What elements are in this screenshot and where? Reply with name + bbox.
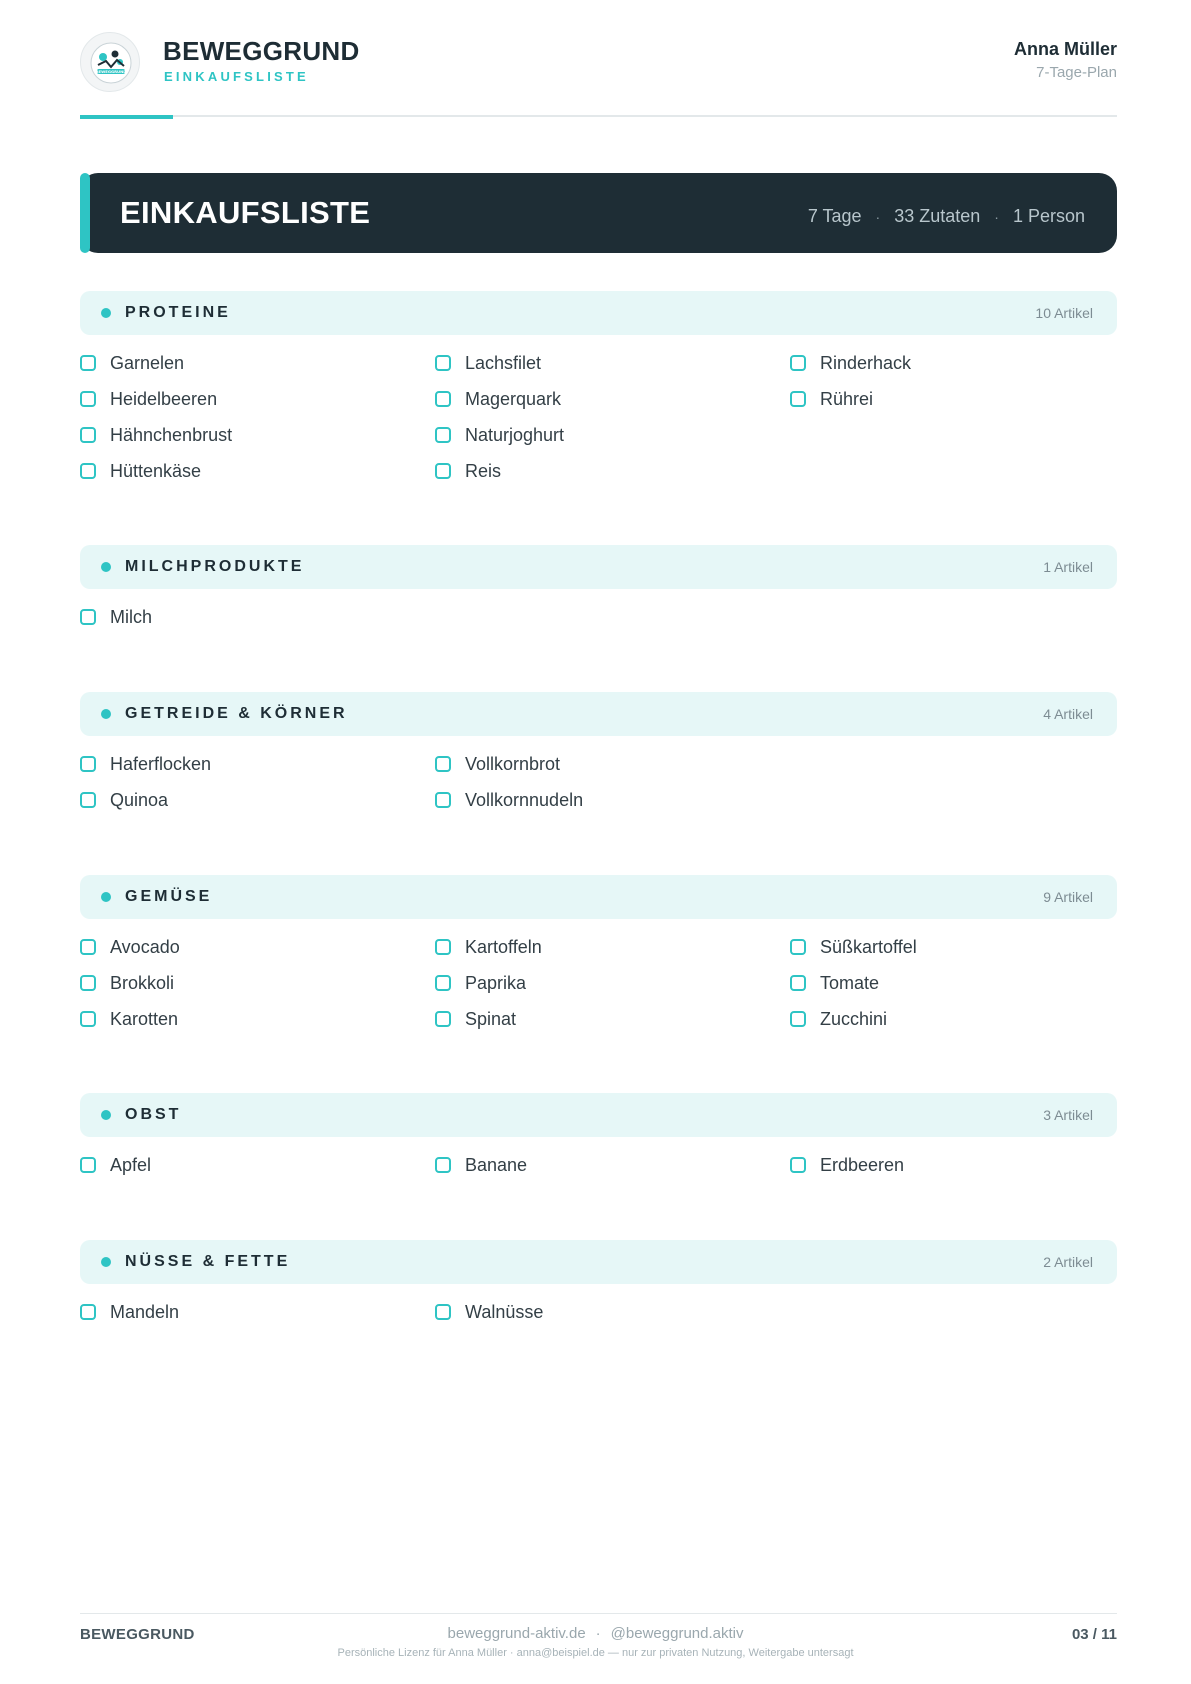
item-label: Brokkoli [110, 972, 175, 993]
list-item [80, 929, 435, 965]
category-name: PROTEINE [125, 304, 231, 321]
item-checkbox[interactable] [435, 427, 451, 443]
category-name: NÜSSE & FETTE [125, 1253, 291, 1270]
category-name: GETREIDE & KÖRNER [125, 705, 348, 722]
item-list [80, 746, 1117, 818]
list-item [80, 417, 435, 453]
list-item [435, 453, 790, 489]
list-item [790, 1147, 1145, 1183]
logo-text: BEWEGGRUND [95, 69, 127, 74]
item-label: Hähnchenbrust [110, 424, 233, 445]
category-header [80, 1093, 1117, 1137]
list-item [790, 965, 1145, 1001]
item-checkbox[interactable] [80, 463, 96, 479]
list-item [790, 381, 1145, 417]
item-checkbox[interactable] [790, 355, 806, 371]
item-list [80, 1294, 1117, 1330]
category-dot-icon [101, 892, 111, 902]
item-checkbox[interactable] [790, 939, 806, 955]
item-list [80, 1147, 1117, 1183]
item-checkbox[interactable] [435, 355, 451, 371]
category-header [80, 291, 1117, 335]
item-label: Lachsfilet [465, 352, 542, 373]
item-checkbox[interactable] [80, 792, 96, 808]
list-item [80, 345, 435, 381]
page-header [80, 30, 1117, 120]
logo-emblem-icon [89, 41, 133, 85]
category-dot-icon [101, 1257, 111, 1267]
item-label: Erdbeeren [820, 1154, 905, 1175]
category-header [80, 692, 1117, 736]
item-label: Paprika [465, 972, 527, 993]
list-item [80, 746, 435, 782]
list-item [435, 1147, 790, 1183]
category-section [80, 1240, 1117, 1330]
item-label: Quinoa [110, 789, 169, 810]
list-item [80, 453, 435, 489]
item-label: Apfel [110, 1154, 152, 1175]
list-item [80, 599, 435, 635]
meta-days: 7 Tage [807, 206, 862, 226]
list-item [435, 381, 790, 417]
list-item [80, 965, 435, 1001]
footer-divider [80, 1613, 1117, 1614]
item-label: Süßkartoffel [820, 936, 917, 957]
item-checkbox[interactable] [435, 1011, 451, 1027]
item-label: Heidelbeeren [110, 388, 218, 409]
item-checkbox[interactable] [80, 939, 96, 955]
social-link[interactable]: @beweggrund.aktiv [610, 1625, 744, 1642]
category-section [80, 291, 1117, 489]
brand-logo [80, 32, 140, 92]
item-label: Banane [465, 1154, 528, 1175]
category-count: 10 Artikel [1035, 305, 1093, 321]
list-item [435, 1001, 790, 1037]
meta-persons: 1 Person [1012, 206, 1085, 226]
footer-separator: · [595, 1625, 601, 1642]
category-count: 3 Artikel [1043, 1107, 1093, 1123]
item-checkbox[interactable] [80, 609, 96, 625]
item-label: Zucchini [820, 1008, 888, 1029]
category-header [80, 1240, 1117, 1284]
item-label: Magerquark [465, 388, 562, 409]
footer-links [0, 1625, 1191, 1642]
banner-accent-bar [80, 173, 90, 253]
item-checkbox[interactable] [435, 391, 451, 407]
category-section [80, 692, 1117, 818]
category-count: 2 Artikel [1043, 1254, 1093, 1270]
item-list [80, 599, 1117, 635]
category-count: 4 Artikel [1043, 706, 1093, 722]
item-label: Naturjoghurt [465, 424, 565, 445]
item-label: Avocado [110, 936, 180, 957]
item-checkbox[interactable] [435, 756, 451, 772]
brand-name: BEWEGGRUND [163, 36, 360, 66]
item-checkbox[interactable] [80, 1011, 96, 1027]
list-item [80, 381, 435, 417]
item-checkbox[interactable] [80, 1157, 96, 1173]
category-count: 1 Artikel [1043, 559, 1093, 575]
header-divider [80, 115, 1117, 117]
license-notice: Persönliche Lizenz für Anna Müller · anna@beispiel.de — nur zur privaten Nutzung, Weitergabe untersagt [337, 1647, 854, 1659]
item-label: Garnelen [110, 352, 185, 373]
item-label: Spinat [465, 1008, 517, 1029]
list-item [435, 345, 790, 381]
page-number: 03 / 11 [1071, 1626, 1117, 1643]
footer-brand: BEWEGGRUND [80, 1626, 195, 1643]
item-label: Reis [465, 460, 502, 481]
title-banner [80, 173, 1117, 253]
item-checkbox[interactable] [790, 975, 806, 991]
header-accent-bar [80, 115, 173, 119]
item-label: Vollkornbrot [465, 753, 561, 774]
item-label: Milch [110, 606, 153, 627]
banner-meta [808, 206, 1085, 227]
list-item [435, 1294, 790, 1330]
item-label: Haferflocken [110, 753, 212, 774]
category-dot-icon [101, 562, 111, 572]
category-name: MILCHPRODUKTE [125, 558, 305, 575]
item-label: Karotten [110, 1008, 179, 1029]
item-checkbox[interactable] [80, 355, 96, 371]
item-label: Hüttenkäse [110, 460, 202, 481]
item-list [80, 345, 1117, 489]
category-header [80, 545, 1117, 589]
category-section [80, 1093, 1117, 1183]
list-item [435, 417, 790, 453]
item-label: Vollkornnudeln [465, 789, 584, 810]
list-item [790, 1001, 1145, 1037]
item-list [80, 929, 1117, 1037]
user-name: Anna Müller [1013, 39, 1117, 59]
meta-separator: · [875, 208, 881, 225]
category-name: GEMÜSE [125, 888, 213, 905]
list-item [435, 929, 790, 965]
item-checkbox[interactable] [80, 391, 96, 407]
list-item [790, 345, 1145, 381]
item-checkbox[interactable] [790, 1157, 806, 1173]
item-checkbox[interactable] [80, 1304, 96, 1320]
website-link[interactable]: beweggrund-aktiv.de [447, 1625, 586, 1642]
plan-label: 7-Tage-Plan [1036, 64, 1117, 81]
list-item [435, 746, 790, 782]
list-item [80, 1147, 435, 1183]
item-checkbox[interactable] [790, 391, 806, 407]
page-title: EINKAUFSLISTE [120, 195, 371, 230]
item-label: Walnüsse [465, 1301, 544, 1322]
item-checkbox[interactable] [435, 939, 451, 955]
item-checkbox[interactable] [80, 427, 96, 443]
item-checkbox[interactable] [435, 1157, 451, 1173]
category-section [80, 875, 1117, 1037]
meta-separator: · [994, 208, 999, 225]
list-item [435, 965, 790, 1001]
category-dot-icon [101, 709, 111, 719]
item-checkbox[interactable] [435, 792, 451, 808]
list-item [790, 929, 1145, 965]
category-section [80, 545, 1117, 635]
category-header [80, 875, 1117, 919]
item-checkbox[interactable] [80, 975, 96, 991]
item-label: Kartoffeln [465, 936, 542, 957]
list-item [435, 782, 790, 818]
category-dot-icon [101, 308, 111, 318]
item-checkbox[interactable] [80, 756, 96, 772]
list-item [80, 1294, 435, 1330]
item-checkbox[interactable] [435, 1304, 451, 1320]
item-label: Mandeln [110, 1301, 180, 1322]
category-name: OBST [125, 1106, 182, 1123]
list-item [80, 782, 435, 818]
item-label: Tomate [820, 972, 880, 993]
item-checkbox[interactable] [435, 975, 451, 991]
list-item [80, 1001, 435, 1037]
meta-ingredients: 33 Zutaten [894, 206, 981, 226]
item-label: Rinderhack [820, 352, 912, 373]
item-label: Rührei [820, 388, 874, 409]
category-dot-icon [101, 1110, 111, 1120]
brand-subtitle: EINKAUFSLISTE [164, 69, 309, 84]
category-count: 9 Artikel [1043, 889, 1093, 905]
item-checkbox[interactable] [790, 1011, 806, 1027]
item-checkbox[interactable] [435, 463, 451, 479]
